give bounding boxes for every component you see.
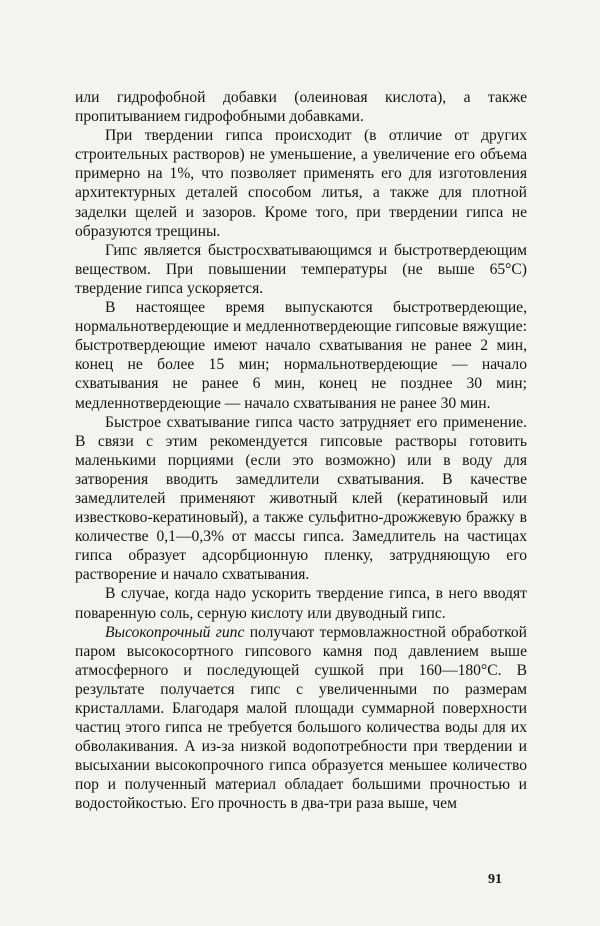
paragraph-5	[75, 413, 527, 585]
paragraph-6	[75, 584, 527, 622]
paragraph-5-text: Быстрое схватывание гипса часто затрудняет его применение. В связи с этим рекомендуется гипсовые растворы готовить маленькими порциями (если это возможно) или в воду для затворения вводить замедлители схватывания. В качестве замедлителей применяют животный клей (кератиновый или известково-кератиновый), а также сульфитно-дрожжевую бражку в количестве 0,1—0,3% от массы гипса. Замедлитель на частицах гипса образует адсорбционную пленку, затрудняющую его растворение и начало схватывания.	[75, 413, 527, 584]
paragraph-7-text: получают термовлажностной обработкой паром высокосортного гипсового камня под давлением выше атмосферного и последующей сушкой при 160—180°С. В результате получается гипс с увеличенными по размерам кристаллами. Благодаря малой площади суммарной поверхности частиц этого гипса не требуется большого количества воды для их обволакивания. А из-за низкой водопотребности при твердении и высыхании высокопрочного гипса образуется меньшее количество пор и полученный материал обладает большими прочностью и водостойкостью. Его прочность в два-три раза выше, чем	[75, 623, 527, 813]
paragraph-7	[75, 623, 527, 814]
paragraph-1	[75, 88, 527, 126]
paragraph-3	[75, 241, 527, 298]
paragraph-6-text: В случае, когда надо ускорить твердение гипса, в него вводят поваренную соль, серную кислоту или двуводный гипс.	[75, 585, 527, 622]
paragraph-1-text: или гидрофобной добавки (олеиновая кислота), а также пропитыванием гидрофобными добавками.	[75, 89, 527, 126]
paragraph-4-text: В настоящее время выпускаются быстротвердеющие, нормальнотвердеющие и медленнотвердеющие гипсовые вяжущие: быстротвердеющие имеют начало схватывания не ранее 2 мин, конец не более 15 мин; нормальнотвердеющие — начало схватывания не ранее 6 мин, конец не позднее 30 мин; медленнотвердеющие — начало схватывания не ранее 30 мин.	[75, 299, 527, 412]
paragraph-3-text: Гипс является быстросхватывающимся и быстротвердеющим веществом. При повышении температуры (не выше 65°С) твердение гипса ускоряется.	[75, 241, 527, 297]
paragraph-2	[75, 126, 527, 241]
paragraph-7-term: Высокопрочный гипс	[105, 623, 245, 641]
paragraph-4	[75, 298, 527, 413]
page-number: 91	[488, 872, 502, 887]
paragraph-2-text: При твердении гипса происходит (в отличие от других строительных растворов) не уменьшение, а увеличение его объема примерно на 1%, что позволяет применять его для изготовления архитектурных деталей способом литья, а также для плотной заделки щелей и зазоров. Кроме того, при твердении гипса не образуются трещины.	[75, 127, 527, 240]
page-body	[75, 88, 527, 814]
